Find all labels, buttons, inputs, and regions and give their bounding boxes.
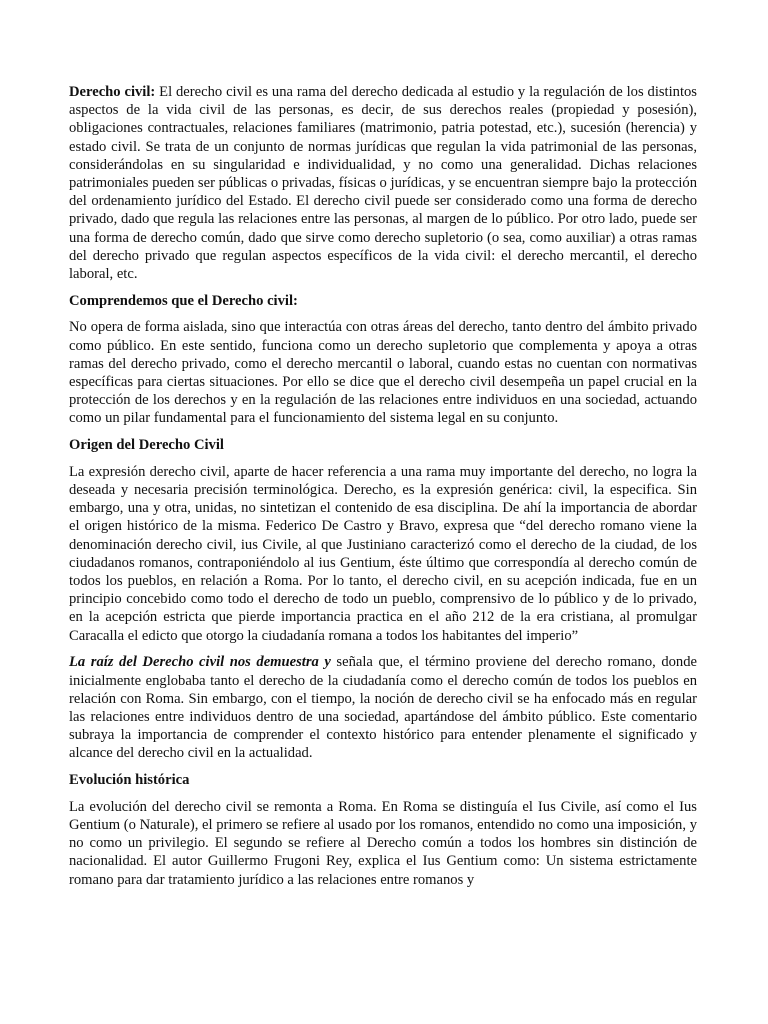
paragraph-evolucion: La evolución del derecho civil se remonta a Roma. En Roma se distinguía el Ius Civile, así como el Ius Gentium (o Naturale), el primero se refiere al usado por los romanos, entendido no como una imposición, y no como un privilegio. El segundo se refiere al Derecho común a todos los hombres sin distinción de nacionalidad. El autor Guillermo Frugoni Rey, explica el Ius Gentium como: Un sistema estrictamente romano para dar tratamiento jurídico a las relaciones entre romanos y: [69, 798, 697, 888]
paragraph-comprendemos: No opera de forma aislada, sino que interactúa con otras áreas del derecho, tanto dentro del ámbito privado como público. En este sentido, funciona como un derecho supletorio que complementa y apoya a otras ramas del derecho privado, como el derecho mercantil o laboral, cuando estas no cuentan con normativas específicas para ciertas situaciones. Por ello se dice que el derecho civil desempeña un papel crucial en la protección de los derechos y en la regulación de las relaciones entre individuos en una sociedad, actuando como un pilar fundamental para el funcionamiento del sistema legal en su conjunto.: [69, 319, 697, 427]
paragraph-origen: La expresión derecho civil, aparte de hacer referencia a una rama muy importante del derecho, no logra la deseada y necesaria precisión terminológica. Derecho, es la expresión genérica: civil, la especifica. Sin embargo, una y otra, unidas, no sintetizan el contenido de esa disciplina. De ahí la importancia de abordar el origen histórico de la misma. Federico De Castro y Bravo, expresa que “del derecho romano viene la denominación derecho civil, ius Civile, al que Justiniano caracterizó como el derecho de la ciudad, de los ciudadanos romanos, contraponiéndolo al ius Gentium, éste último que correspondía al derecho común de todos los pueblos, en relación a Roma. Por lo tanto, el derecho civil, en su acepción indicada, fue en un principio concebido como todo el derecho de todo un pueblo, comprensivo de lo público y de lo privado, en la acepción estricta que pierde importancia practica en el año 212 de la era cristiana, al promulgar Caracalla el edicto que otorgo la ciudadanía romana a todos los habitantes del imperio”: [69, 463, 697, 644]
paragraph-text: señala que, el término proviene del derecho romano, donde inicialmente englobaba tanto el derecho de la ciudadanía como el derecho común de todos los pueblos en relación con Roma. Sin embargo, con el tiempo, la noción de derecho civil se ha enfocado más en regular las relaciones entre individuos dentro de una sociedad, apartándose del ámbito público. Este comentario subraya la importancia de comprender el contexto histórico para entender plenamente el significado y alcance del derecho civil en la actualidad.: [69, 654, 697, 762]
document-page: [69, 83, 697, 897]
term-derecho-civil: Derecho civil:: [69, 84, 156, 100]
paragraph-derecho-civil: [69, 83, 697, 283]
heading-comprendemos: Comprendemos que el Derecho civil:: [69, 292, 298, 309]
lead-raiz: La raíz del Derecho civil nos demuestra y: [69, 654, 331, 671]
paragraph-raiz: [69, 653, 697, 762]
heading-evolucion: Evolución histórica: [69, 772, 190, 789]
heading-origen: Origen del Derecho Civil: [69, 437, 224, 454]
paragraph-text: El derecho civil es una rama del derecho dedicada al estudio y la regulación de los distintos aspectos de la vida civil de las personas, es decir, de sus derechos reales (propiedad y posesión), obligaciones contractuales, relaciones familiares (matrimonio, patria potestad, etc.), sucesión (herencia) y estado civil. Se trata de un conjunto de normas jurídicas que regulan la vida patrimonial de las personas, considerándolas en su singularidad e individualidad, y no como una generalidad. Dichas relaciones patrimoniales pueden ser públicas o privadas, físicas o jurídicas, y se encuentran siempre bajo la protección del ordenamiento jurídico del Estado. El derecho civil puede ser considerado como una forma de derecho privado, dado que regula las relaciones entre las personas, al margen de lo público. Por otro lado, puede ser una forma de derecho común, dado que sirve como derecho supletorio (o sea, como auxiliar) a otras ramas del derecho privado que regulan aspectos específicos de la vida civil: el derecho mercantil, el derecho laboral, etc.: [69, 84, 697, 283]
